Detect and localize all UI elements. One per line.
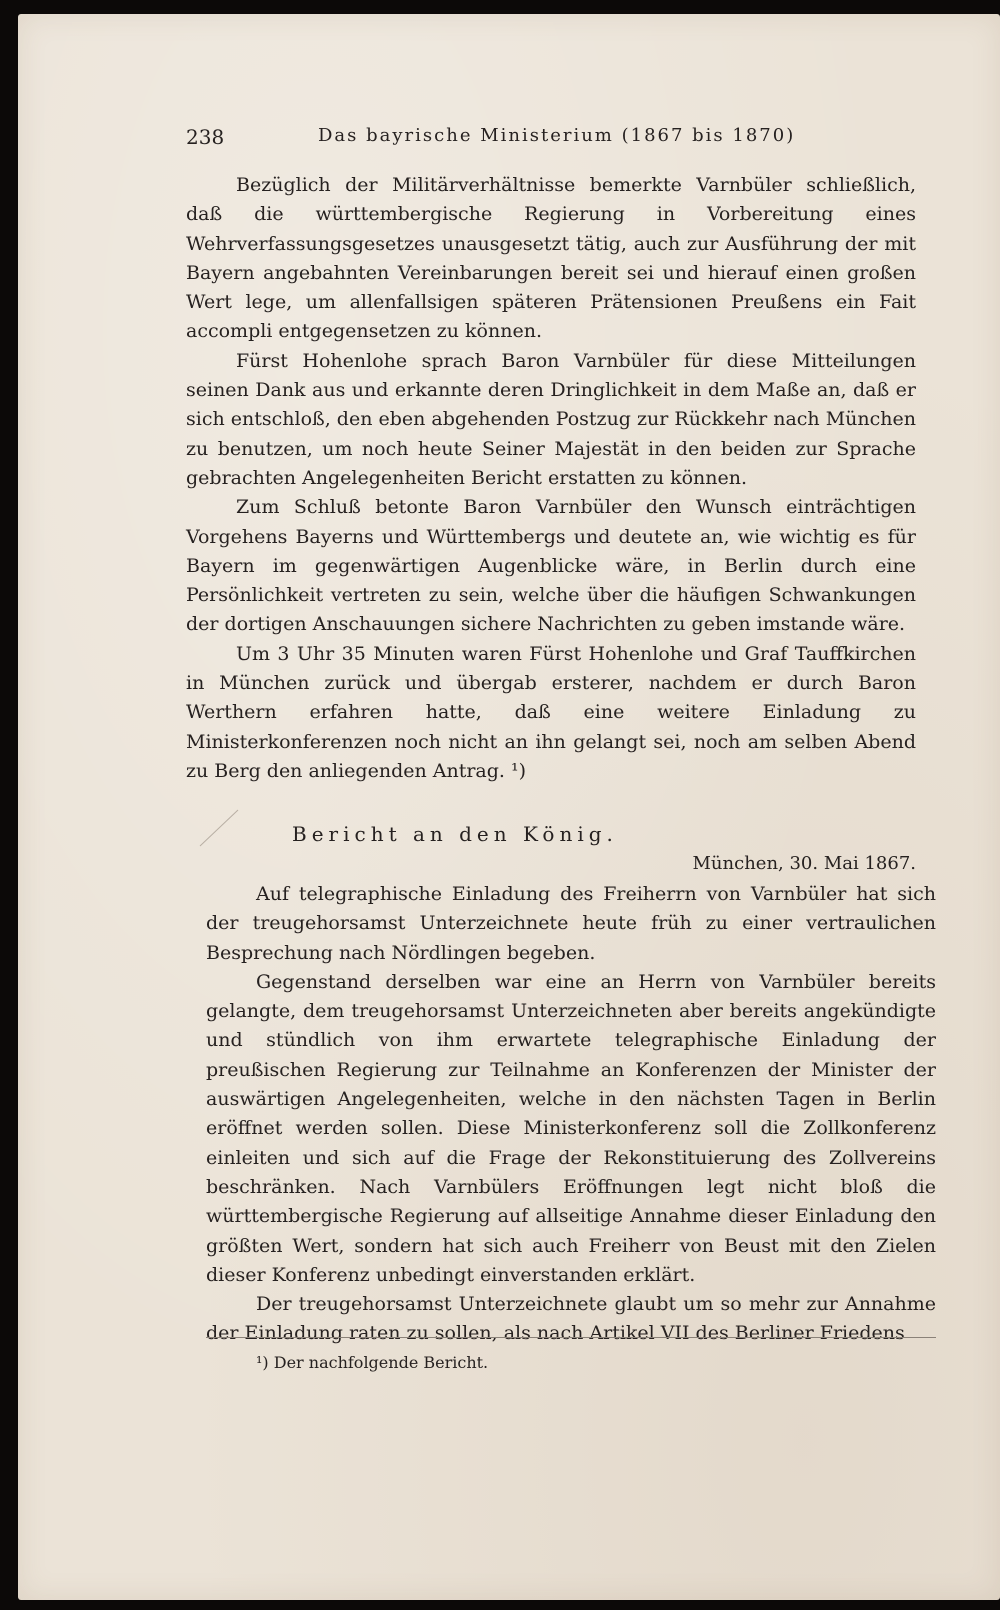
page-number: 238: [186, 125, 225, 149]
pencil-mark: [196, 808, 246, 848]
running-title: Das bayrische Ministerium (1867 bis 1870): [318, 125, 796, 146]
footnote-divider: [206, 1337, 936, 1338]
report-paragraph-invitation: Auf telegraphische Einladung des Freiherrn von Varnbüler hat sich der treugehorsamst Unterzeichnete heute früh zu einer vertraulichen Besprechung nach Nördlingen begeben.: [206, 883, 936, 964]
report-paragraph-subject: Gegenstand derselben war eine an Herrn von Varnbüler bereits gelangte, dem treugehorsamst Unterzeichneten aber bereits angekündigte und stündlich von ihm erwartete telegraphische Einladung der preußischen Regierung zur Teilnahme an Konferenzen der Minister der auswärtigen Angelegenheiten, welche in den nächsten Tagen in Berlin eröffnet werden sollen. Diese Ministerkonferenz soll die Zollkonferenz einleiten und sich auf die Frage der Rekonstituierung des Zollvereins beschränken. Nach Varnbülers Eröffnungen legt nicht bloß die württembergische Regierung auf allseitige Annahme dieser Einladung den größten Wert, sondern hat sich auch Freiherr von Beust mit den Zielen dieser Konferenz unbedingt einverstanden erklärt.: [206, 970, 936, 1286]
report-dateline: München, 30. Mai 1867.: [692, 853, 916, 874]
footnote: ¹) Der nachfolgende Bericht.: [256, 1353, 489, 1372]
report-heading: Bericht an den König.: [292, 822, 618, 846]
paragraph-varnbueler-wish: Zum Schluß betonte Baron Varnbüler den Wunsch einträchtigen Vorgehens Bayerns und Württembergs und deutete an, wie wichtig es für Bayern im gegenwärtigen Augenblicke wäre, in Berlin durch eine Persönlichkeit vertreten zu sein, welche über die häufigen Schwankungen der dortigen Anschauungen sichere Nachrichten zu geben imstande wäre.: [186, 496, 916, 636]
paragraph-hohenlohe-thanks: Fürst Hohenlohe sprach Baron Varnbüler für diese Mitteilungen seinen Dank aus und erkannte deren Dringlichkeit in dem Maße an, daß er sich entschloß, den eben abgehenden Postzug zur Rückkehr nach München zu benutzen, um noch heute Seiner Majestät in den beiden zur Sprache gebrachten Angelegenheiten Bericht erstatten zu können.: [186, 349, 916, 489]
body-text-top: [186, 171, 916, 786]
report-body: [206, 880, 936, 1349]
paragraph-return-munich: Um 3 Uhr 35 Minuten waren Fürst Hohenlohe und Graf Tauffkirchen in München zurück und übergab ersterer, nachdem er durch Baron Werthern erfahren hatte, daß eine weitere Einladung zu Ministerkonferenzen noch nicht an ihn gelangt sei, noch am selben Abend zu Berg den anliegenden Antrag. ¹): [186, 642, 916, 782]
paragraph-military-affairs: Bezüglich der Militärverhältnisse bemerkte Varnbüler schließlich, daß die württembergische Regierung in Vorbereitung eines Wehrverfassungsgesetzes unausgesetzt tätig, auch zur Ausführung der mit Bayern angebahnten Vereinbarungen bereit sei und hierauf einen großen Wert lege, um allenfallsigen späteren Prätensionen Preußens ein Fait accompli entgegensetzen zu können.: [186, 174, 916, 343]
report-paragraph-recommendation: Der treugehorsamst Unterzeichnete glaubt um so mehr zur Annahme der Einladung raten zu sollen, als nach Artikel VII des Berliner Friedens: [206, 1293, 936, 1345]
running-head: [186, 125, 916, 155]
